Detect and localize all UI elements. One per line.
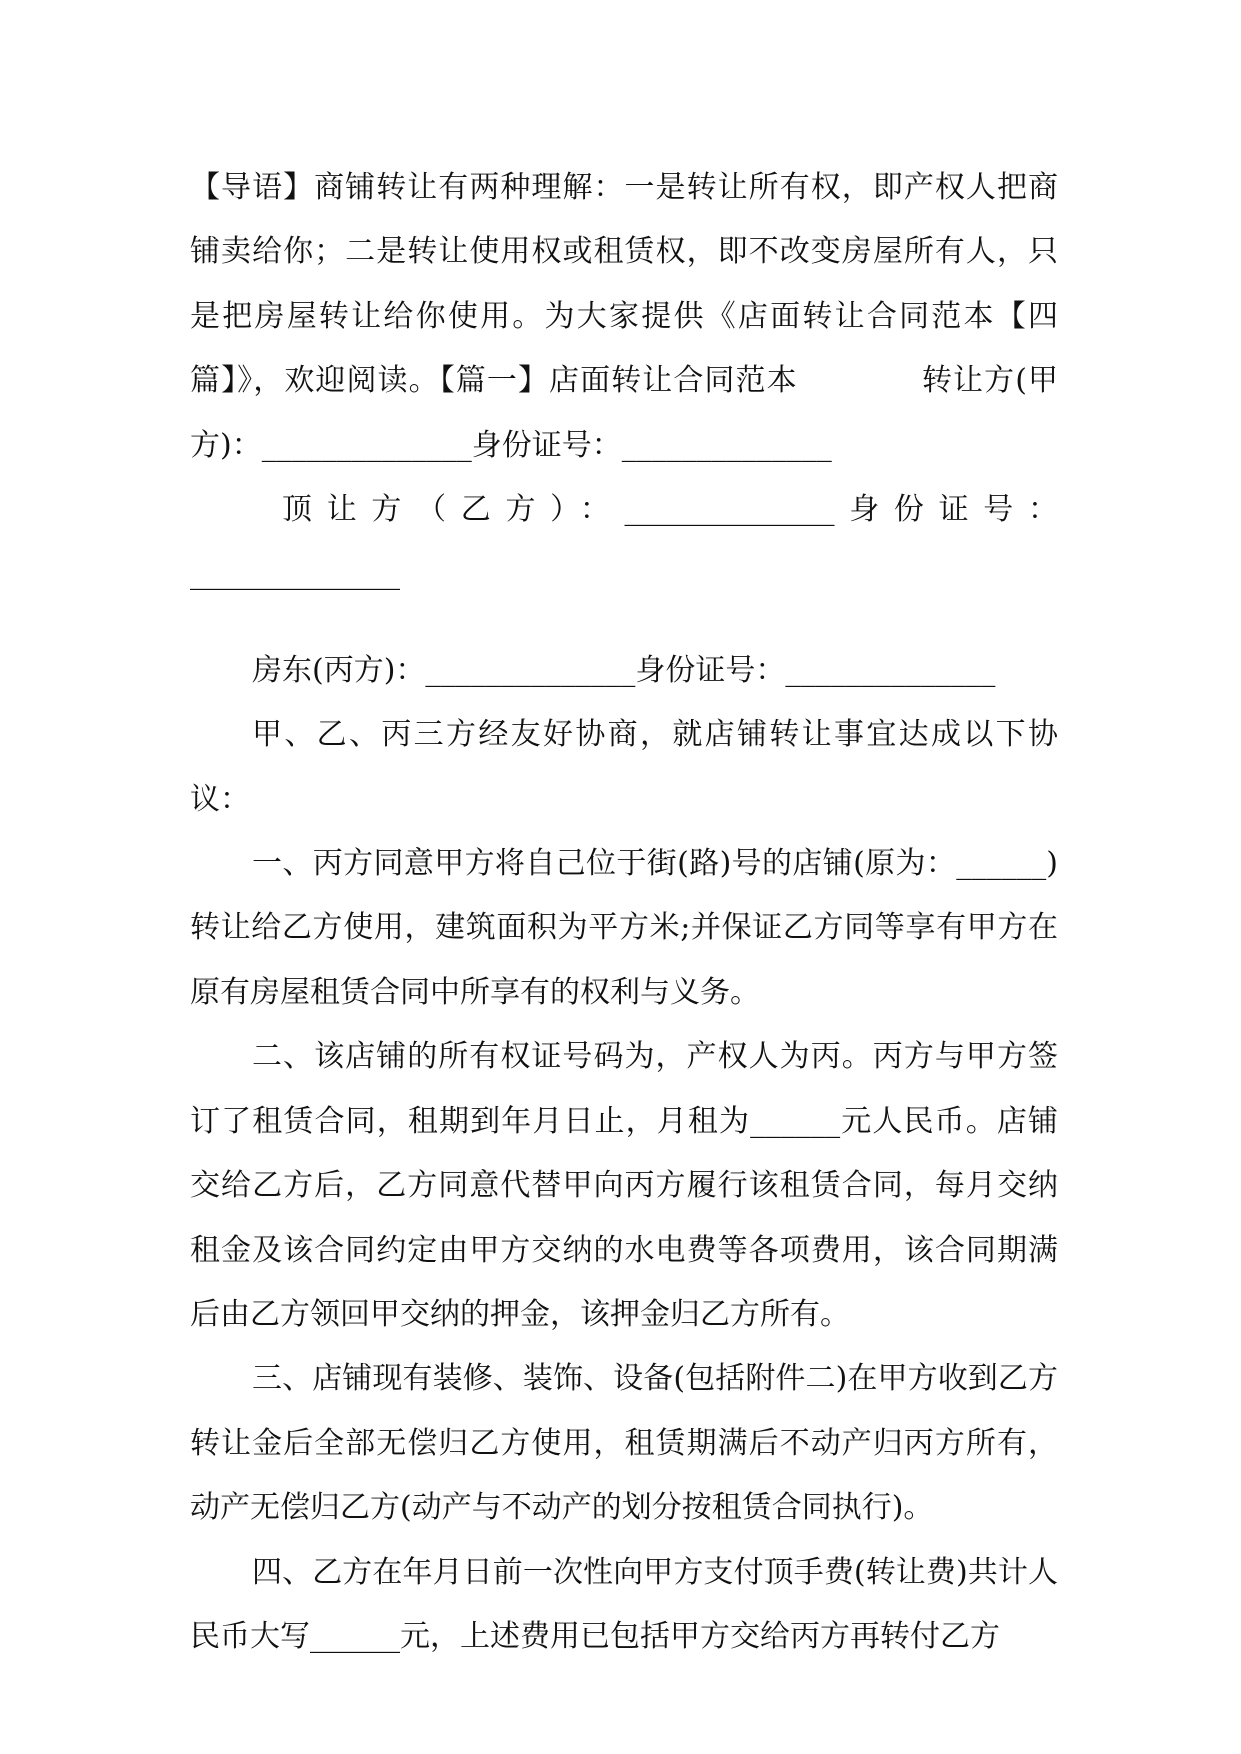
agreement-paragraph: 甲、乙、丙三方经友好协商，就店铺转让事宜达成以下协议： xyxy=(190,717,1058,817)
party-b-id-blank: ______________ xyxy=(190,556,400,592)
party-c-line: 房东(丙方)：______________身份证号：______________ xyxy=(252,652,996,688)
clause-1: 一、丙方同意甲方将自己位于街(路)号的店铺(原为：______)转让给乙方使用，建筑面积为平方米;并保证乙方同等享有甲方在原有房屋租赁合同中所享有的权利与义务。 xyxy=(190,846,1058,1010)
party-b-line: 顶让方（乙方）：______________身份证号： xyxy=(282,492,1058,528)
clause-3: 三、店铺现有装修、装饰、设备(包括附件二)在甲方收到乙方转让金后全部无偿归乙方使用，租赁期满后不动产归丙方所有，动产无偿归乙方(动产与不动产的划分按租赁合同执行)。 xyxy=(190,1361,1058,1526)
clause-4: 四、乙方在年月日前一次性向甲方支付顶手费(转让费)共计人民币大写______元，上述费用已包括甲方交给丙方再转付乙方 xyxy=(190,1554,1058,1654)
document-body xyxy=(190,156,1058,1669)
intro-paragraph: 【导语】商铺转让有两种理解：一是转让所有权，即产权人把商铺卖给你；二是转让使用权或租赁权，即不改变房屋所有人，只是把房屋转让给你使用。为大家提供《店面转让合同范本【四篇】》，欢迎阅读。【篇一】店面转让合同范本 转让方(甲方)：______________身份证号：______________ xyxy=(190,170,1058,463)
spacer xyxy=(190,607,1058,639)
clause-2: 二、该店铺的所有权证号码为，产权人为丙。丙方与甲方签订了租赁合同，租期到年月日止，月租为______元人民币。店铺交给乙方后，乙方同意代替甲向丙方履行该租赁合同，每月交纳租金及该合同约定由甲方交纳的水电费等各项费用，该合同期满后由乙方领回甲交纳的押金，该押金归乙方所有。 xyxy=(190,1039,1058,1332)
